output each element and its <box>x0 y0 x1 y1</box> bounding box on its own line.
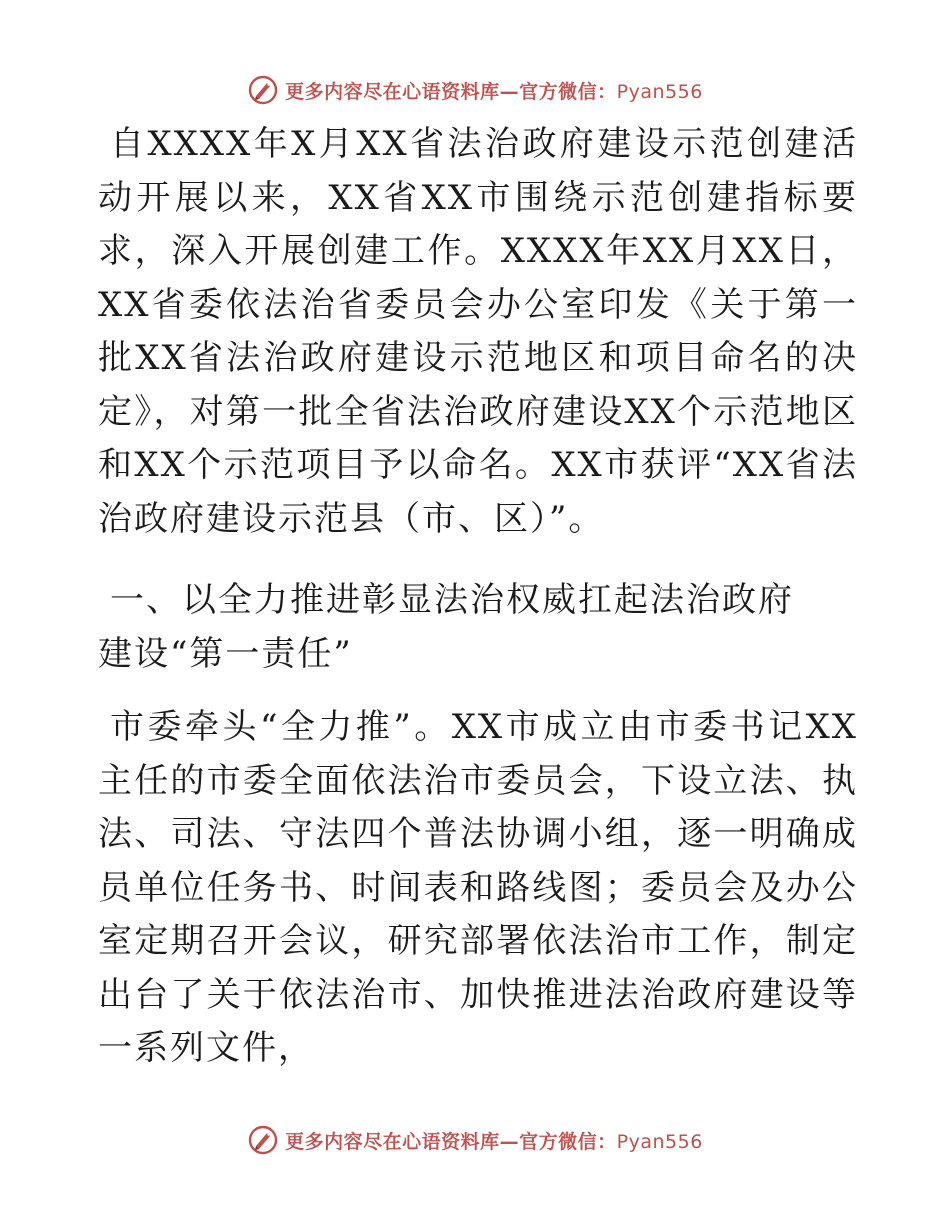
section-heading-1: 一、以全力推进彰显法治权威扛起法治政府建设“第一责任” <box>98 580 794 674</box>
header-wechat-account: Pyan556 <box>616 80 703 103</box>
footer-wechat-account: Pyan556 <box>616 1130 703 1153</box>
header-banner <box>0 70 950 110</box>
header-banner-text: 更多内容尽在心语资料库—官方微信：Pyan556 <box>285 80 703 103</box>
pen-logo-icon <box>247 1124 279 1156</box>
footer-banner <box>0 1120 950 1160</box>
pen-logo-icon <box>247 74 279 106</box>
paragraph-intro: 自XXXX年X月XX省法治政府建设示范创建活动开展以来，XX省XX市围绕示范创建指标要求，深入开展创建工作。XXXX年XX月XX日，XX省委依法治省委员会办公室印发《关于第一批XX省法治政府建设示范地区和项目命名的决定》，对第一批全省法治政府建设XX个示范地区和XX个示范项目予以命名。XX市获评“XX省法治政府建设示范县（市、区）”。 <box>98 124 858 539</box>
paragraph-section-1: 市委牵头“全力推”。XX市成立由市委书记XX主任的市委全面依法治市委员会，下设立法、执法、司法、守法四个普法协调小组，逐一明确成员单位任务书、时间表和路线图；委员会及办公室定期召开会议，研究部署依法治市工作，制定出台了关于依法治市、加快推进法治政府建设等一系列文件， <box>98 707 858 1068</box>
footer-banner-text: 更多内容尽在心语资料库—官方微信：Pyan556 <box>285 1130 703 1153</box>
document-body <box>98 118 858 1076</box>
